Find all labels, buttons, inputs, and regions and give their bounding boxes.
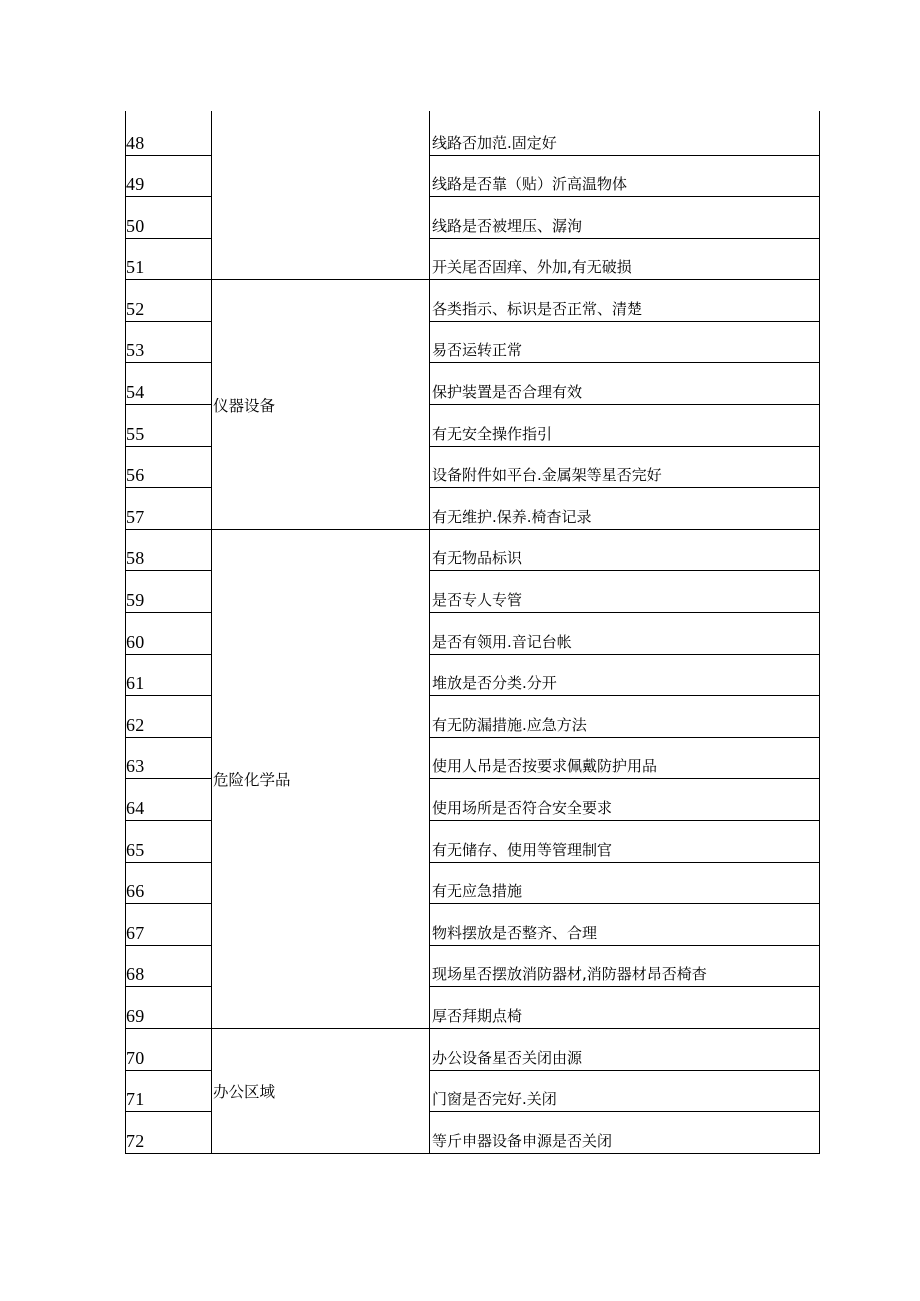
check-item: 物料摆放是否整齐、合理	[430, 904, 820, 946]
check-item: 是否有领用.音记台帐	[430, 613, 820, 655]
check-item: 堆放是否分类.分开	[430, 654, 820, 696]
check-item: 线路是否靠（贴）沂高温物体	[430, 155, 820, 197]
check-item: 门窗是否完好.关闭	[430, 1070, 820, 1112]
item-number: 57	[126, 488, 212, 530]
check-item: 有无应急措施	[430, 862, 820, 904]
check-item: 厚否拜期点椅	[430, 987, 820, 1029]
table-row	[126, 1028, 820, 1070]
check-item: 有无物品标识	[430, 529, 820, 571]
item-number: 64	[126, 779, 212, 821]
check-item: 易否运转正常	[430, 321, 820, 363]
check-item: 线路是否被埋压、潺洵	[430, 197, 820, 239]
category-cell: 危险化学品	[212, 529, 430, 1028]
item-number: 72	[126, 1112, 212, 1154]
item-number: 69	[126, 987, 212, 1029]
check-item: 有无储存、使用等管理制官	[430, 821, 820, 863]
table-row	[126, 529, 820, 571]
category-cell	[212, 111, 430, 280]
item-number: 58	[126, 529, 212, 571]
check-item: 办公设备星否关闭由源	[430, 1028, 820, 1070]
item-number: 56	[126, 446, 212, 488]
check-item: 使用场所是否符合安全要求	[430, 779, 820, 821]
item-number: 50	[126, 197, 212, 239]
item-number: 66	[126, 862, 212, 904]
check-item: 各类指示、标识是否正常、清楚	[430, 280, 820, 322]
category-cell: 办公区域	[212, 1028, 430, 1153]
item-number: 68	[126, 945, 212, 987]
item-number: 65	[126, 821, 212, 863]
item-number: 51	[126, 238, 212, 280]
checklist-body	[126, 111, 820, 1153]
category-cell: 仪器设备	[212, 280, 430, 530]
check-item: 现场星否摆放消防器材,消防器材昂否椅杳	[430, 945, 820, 987]
item-number: 62	[126, 696, 212, 738]
table-row	[126, 280, 820, 322]
check-item: 有无安全操作指引	[430, 405, 820, 447]
inspection-checklist-table	[125, 111, 820, 1154]
check-item: 设备附件如平台.金属架等星否完好	[430, 446, 820, 488]
item-number: 70	[126, 1028, 212, 1070]
check-item: 是否专人专管	[430, 571, 820, 613]
check-item: 有无维护.保养.椅杳记录	[430, 488, 820, 530]
item-number: 55	[126, 405, 212, 447]
check-item: 等斤申器设备申源是否关闭	[430, 1112, 820, 1154]
item-number: 49	[126, 155, 212, 197]
item-number: 59	[126, 571, 212, 613]
check-item: 线路否加范.固定好	[430, 111, 820, 155]
item-number: 60	[126, 613, 212, 655]
item-number: 71	[126, 1070, 212, 1112]
check-item: 使用人吊是否按要求佩戴防护用品	[430, 737, 820, 779]
table-row	[126, 111, 820, 155]
item-number: 48	[126, 111, 212, 155]
check-item: 保护装置是否合理有效	[430, 363, 820, 405]
item-number: 61	[126, 654, 212, 696]
item-number: 67	[126, 904, 212, 946]
item-number: 53	[126, 321, 212, 363]
item-number: 54	[126, 363, 212, 405]
check-item: 有无防漏措施.应急方法	[430, 696, 820, 738]
item-number: 52	[126, 280, 212, 322]
check-item: 开关尾否固痒、外加,有无破损	[430, 238, 820, 280]
item-number: 63	[126, 737, 212, 779]
